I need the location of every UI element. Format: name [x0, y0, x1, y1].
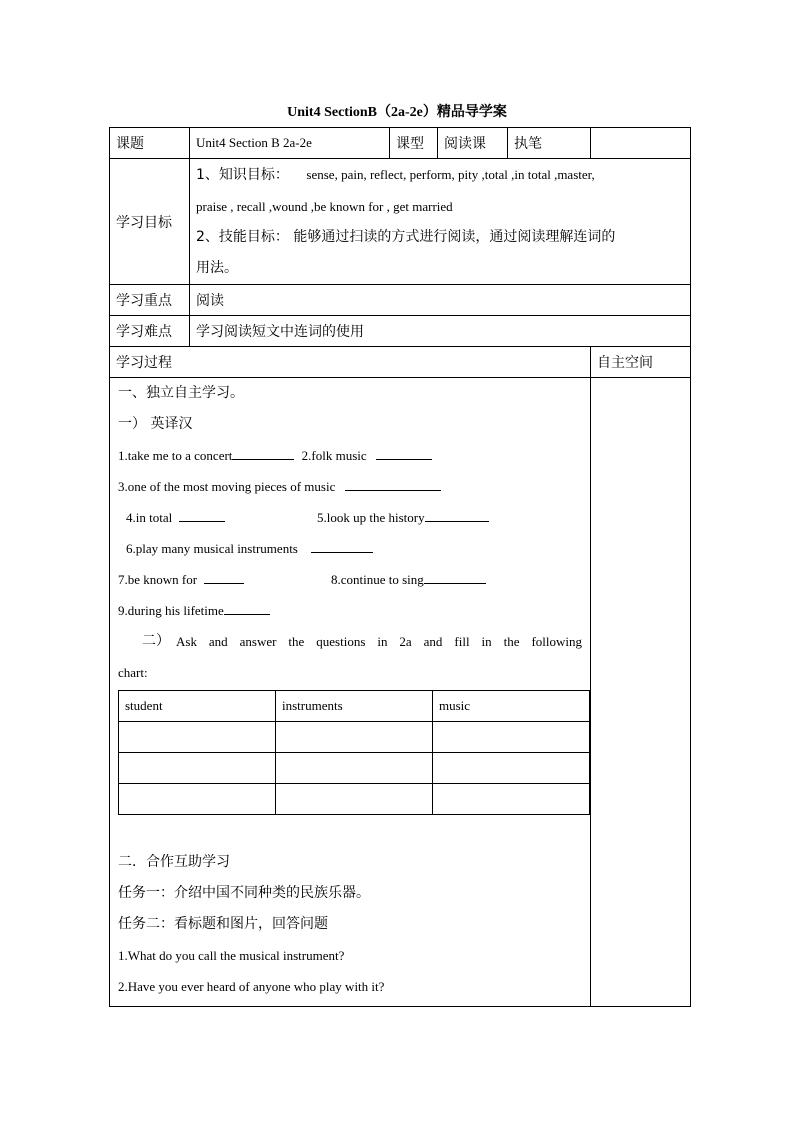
- phrase-1: 1.take me to a concert: [118, 448, 233, 463]
- skill-goal-line2: 用法。: [196, 260, 238, 276]
- phrase-line-2: [118, 471, 582, 502]
- phrase-7-cell: [118, 564, 331, 595]
- part2-line2: chart:: [118, 665, 148, 680]
- chart-cell[interactable]: [119, 784, 276, 815]
- answer-blank-4[interactable]: [179, 520, 225, 522]
- skill-goal-line1: 2、技能目标： 能够通过扫读的方式进行阅读，通过阅读理解连词的: [196, 229, 616, 245]
- phrase-5: 5.look up the history: [317, 510, 425, 525]
- part2-instruction: Ask and answer the questions in 2a and fill in the following: [176, 634, 582, 649]
- part2-prefix: 二）: [142, 633, 170, 649]
- phrase-8: 8.continue to sing: [331, 572, 424, 587]
- writer-value: [591, 128, 691, 159]
- writer-label: 执笔: [508, 128, 591, 159]
- goals-row: [110, 159, 691, 285]
- answer-blank-2[interactable]: [376, 458, 432, 460]
- self-space-area[interactable]: [591, 378, 691, 1007]
- chart-cell[interactable]: [276, 753, 433, 784]
- section2-heading: 二．合作互助学习: [118, 854, 230, 870]
- question-1: 1.What do you call the musical instrument?: [118, 948, 345, 963]
- process-label: 学习过程: [110, 347, 591, 378]
- key-point-label: 学习重点: [110, 285, 190, 316]
- phrase-9: 9.during his lifetime: [118, 603, 224, 618]
- type-value: 阅读课: [438, 128, 508, 159]
- knowledge-goal-line1: sense, pain, reflect, perform, pity ,total ,in total ,master,: [306, 167, 595, 182]
- lesson-plan-table: [109, 127, 691, 1007]
- answer-blank-6[interactable]: [311, 551, 373, 553]
- phrase-line-3: [118, 502, 582, 533]
- key-point-row: [110, 285, 691, 316]
- header-row: [110, 128, 691, 159]
- key-point-value: 阅读: [190, 285, 691, 316]
- chart-cell[interactable]: [433, 722, 590, 753]
- part2-line1: [118, 626, 582, 657]
- task2: 任务二：看标题和图片，回答问题: [118, 916, 328, 932]
- section1-heading: 一、独立自主学习。: [118, 385, 244, 401]
- chart-header-row: [119, 691, 590, 722]
- chart-header-instruments: instruments: [276, 691, 433, 722]
- process-content: [110, 378, 591, 1007]
- topic-label: 课题: [110, 128, 190, 159]
- phrase-4: 4.in total: [126, 510, 173, 525]
- chart-row: [119, 722, 590, 753]
- answer-blank-1[interactable]: [232, 458, 294, 460]
- chart-cell[interactable]: [119, 722, 276, 753]
- answer-blank-7[interactable]: [204, 582, 244, 584]
- chart-cell[interactable]: [276, 784, 433, 815]
- difficulty-label: 学习难点: [110, 316, 190, 347]
- phrase-2: 2.folk music: [301, 448, 367, 463]
- difficulty-value: 学习阅读短文中连词的使用: [190, 316, 691, 347]
- phrase-4-cell: [118, 502, 317, 533]
- chart-cell[interactable]: [276, 722, 433, 753]
- answer-blank-8[interactable]: [424, 582, 486, 584]
- phrase-6: 6.play many musical instruments: [126, 541, 298, 556]
- self-space-label: 自主空间: [591, 347, 691, 378]
- answer-blank-3[interactable]: [345, 489, 441, 491]
- difficulty-row: [110, 316, 691, 347]
- process-header-row: [110, 347, 691, 378]
- type-label: 课型: [390, 128, 438, 159]
- process-body-row: [110, 378, 691, 1007]
- topic-value: Unit4 Section B 2a-2e: [190, 128, 390, 159]
- task1: 任务一：介绍中国不同种类的民族乐器。: [118, 885, 370, 901]
- knowledge-goal-line2: praise , recall ,wound ,be known for , get married: [196, 199, 453, 214]
- document-title: Unit4 SectionB（2a-2e）精品导学案: [287, 105, 507, 120]
- part1-heading: 一） 英译汉: [118, 416, 193, 432]
- chart-row: [119, 784, 590, 815]
- goals-content: [190, 159, 691, 285]
- phrase-7: 7.be known for: [118, 572, 198, 587]
- phrase-line-4: [118, 533, 582, 564]
- phrase-line-5: [118, 564, 582, 595]
- phrase-line-1: [118, 440, 582, 471]
- chart-header-student: student: [119, 691, 276, 722]
- chart-header-music: music: [433, 691, 590, 722]
- answer-blank-5[interactable]: [425, 520, 489, 522]
- knowledge-goal-prefix: 1、知识目标：: [196, 167, 289, 183]
- chart-cell[interactable]: [433, 753, 590, 784]
- chart-cell[interactable]: [433, 784, 590, 815]
- fill-in-chart: [118, 690, 590, 815]
- phrase-3: 3.one of the most moving pieces of music: [118, 479, 336, 494]
- chart-row: [119, 753, 590, 784]
- phrase-line-6: [118, 595, 582, 626]
- answer-blank-9[interactable]: [224, 613, 270, 615]
- chart-cell[interactable]: [119, 753, 276, 784]
- question-2: 2.Have you ever heard of anyone who play with it?: [118, 979, 385, 994]
- goals-label: 学习目标: [110, 159, 190, 285]
